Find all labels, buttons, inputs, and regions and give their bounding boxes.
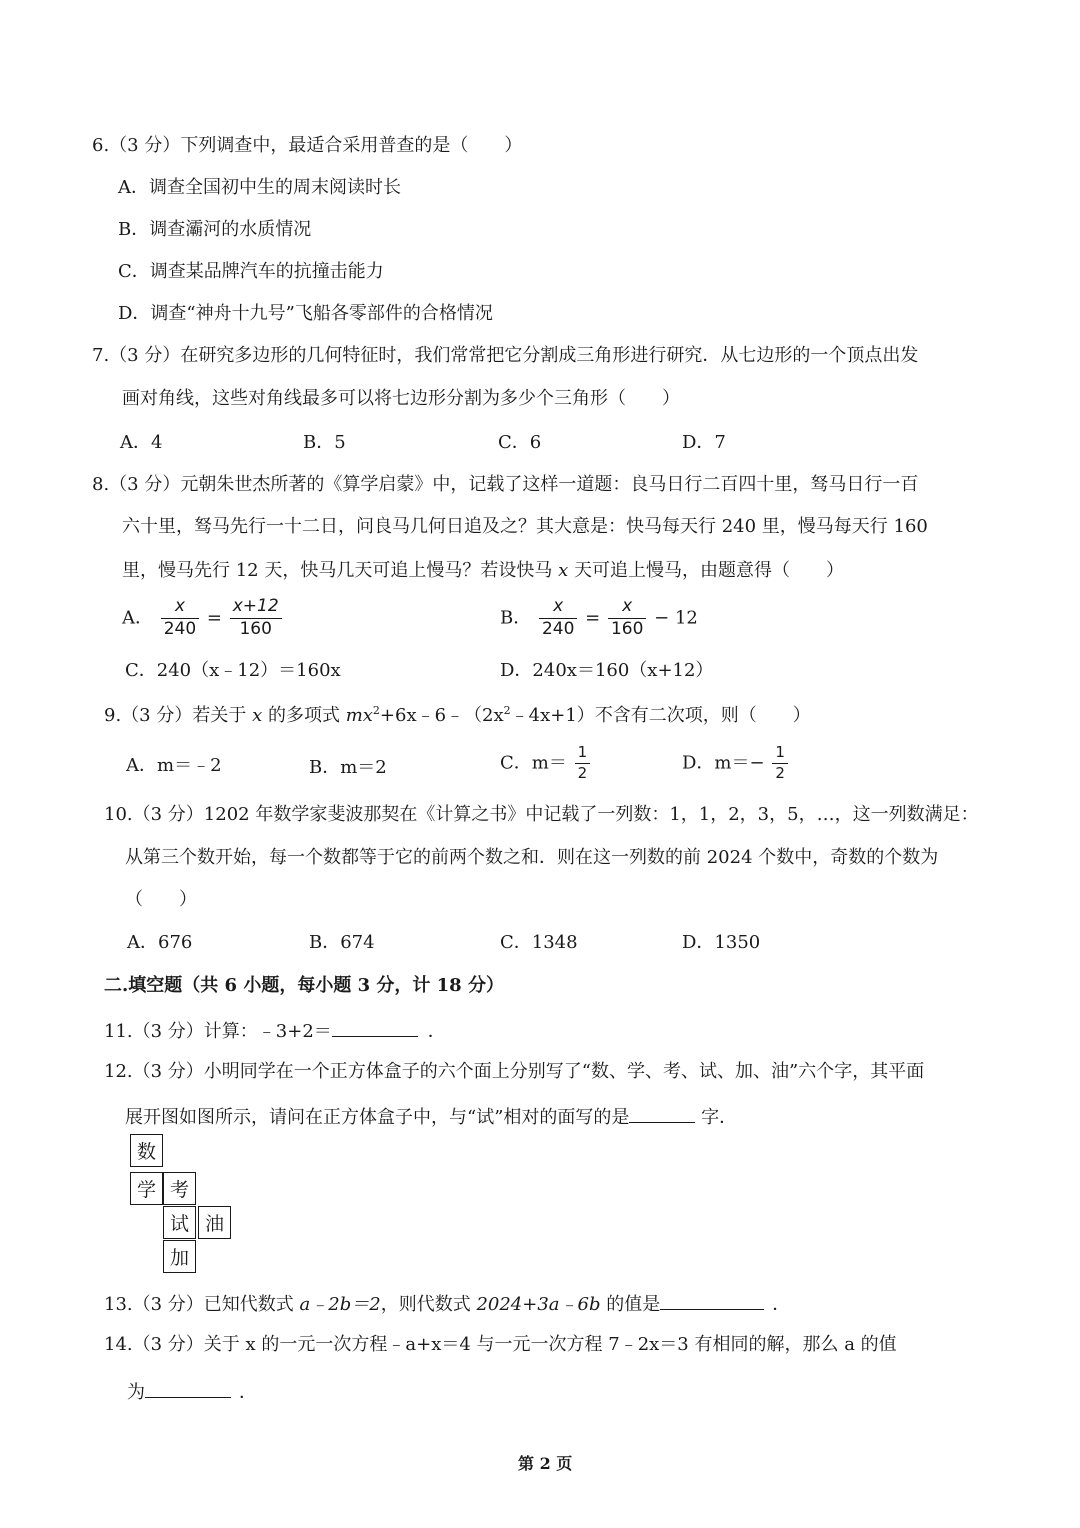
net-cell: 数 (130, 1134, 163, 1167)
q12-line1: 12.（3 分）小明同学在一个正方体盒子的六个面上分别写了“数、学、考、试、加、油”六个字，其平面 (104, 1061, 925, 1082)
q7-option-d: D．7 (682, 432, 726, 453)
q10-line3: （ ） (125, 889, 197, 910)
q14-line1: 14.（3 分）关于 x 的一元一次方程﹣a+x＝4 与一元一次方程 7﹣2x＝3 有相同的解，那么 a 的值 (104, 1334, 897, 1355)
q10-line2: 从第三个数开始，每一个数都等于它的前两个数之和．则在这一列数的前 2024 个数中，奇数的个数为 (125, 847, 939, 868)
q8-option-c: C．240（x﹣12）＝160x (125, 660, 341, 681)
q7-line2: 画对角线，这些对角线最多可以将七边形分割为多少个三角形（ ） (122, 388, 680, 409)
answer-blank (629, 1106, 695, 1123)
q8-option-a: A． $\frac{x}{240}$ = $\frac{x+12}{160}$ (122, 598, 284, 639)
section-heading: 二.填空题（共 6 小题，每小题 3 分，计 18 分） (104, 975, 504, 996)
q8-option-b: B． $\frac{x}{240}$ = $\frac{x}{160}$ − 12 (500, 596, 698, 639)
answer-blank (332, 1020, 418, 1037)
q10-option-d: D．1350 (682, 932, 761, 953)
q9-option-d: D．m＝− $\frac{1}{2}$ (682, 745, 790, 782)
fraction: $\frac{1}{2}$ (772, 745, 788, 782)
q6-option-d: D．调查“神舟十九号”飞船各零部件的合格情况 (118, 303, 493, 324)
fraction: $\frac{1}{2}$ (575, 745, 591, 782)
q9-option-a: A．m＝﹣2 (126, 755, 222, 776)
q7-option-b: B．5 (303, 432, 346, 453)
q6-option-b: B．调查灞河的水质情况 (118, 219, 312, 240)
q11: 11.（3 分）计算：﹣3+2＝ ． (104, 1021, 446, 1042)
q9-stem: 9.（3 分）若关于 x 的多项式 $mx^2+6x﹣6﹣(2x^2﹣4x+1)$不含有二次项，则（ ） (104, 704, 811, 726)
net-cell: 考 (163, 1172, 196, 1205)
q6-stem: 6.（3 分）下列调查中，最适合采用普查的是（ ） (92, 135, 523, 156)
q6-option-c: C．调查某品牌汽车的抗撞击能力 (118, 261, 384, 282)
q7-line1: 7.（3 分）在研究多边形的几何特征时，我们常常把它分割成三角形进行研究．从七边形的一个顶点出发 (92, 345, 919, 366)
net-cell: 油 (198, 1206, 231, 1239)
q10-option-c: C．1348 (500, 932, 578, 953)
q12-line2: 展开图如图所示，请问在正方体盒子中，与“试”相对的面写的是 字． (125, 1107, 738, 1128)
answer-blank (145, 1381, 231, 1398)
q9-option-b: B．m＝2 (309, 757, 387, 778)
q8-line1: 8.（3 分）元朝朱世杰所著的《算学启蒙》中，记载了这样一道题：良马日行二百四十里，驽马日行一百 (92, 474, 919, 495)
q8-line3: 里，慢马先行 12 天，快马几天可追上慢马？若设快马 x 天可追上慢马，由题意得（ ） (122, 560, 844, 581)
q14-line2: 为 ． (127, 1382, 257, 1403)
q13: 13.（3 分）已知代数式 a﹣2b＝2，则代数式 2024+3a﹣6b 的值是 ． (104, 1294, 791, 1315)
q7-option-a: A．4 (120, 432, 163, 453)
net-cell: 加 (163, 1240, 196, 1273)
net-cell: 学 (130, 1172, 163, 1205)
fraction: $\frac{x}{240}$ (161, 598, 199, 639)
q6-option-a: A．调查全国初中生的周末阅读时长 (118, 177, 401, 198)
fraction: $\frac{x}{160}$ (608, 598, 646, 639)
q9-option-c: C．m＝ $\frac{1}{2}$ (500, 745, 592, 782)
q10-option-b: B．674 (309, 932, 375, 953)
q10-line1: 10.（3 分）1202 年数学家斐波那契在《计算之书》中记载了一列数：1，1，2，3，5，…，这一列数满足： (104, 804, 979, 825)
q8-line2: 六十里，驽马先行一十二日，问良马几何日追及之？其大意是：快马每天行 240 里，慢马每天行 160 (122, 516, 928, 537)
q10-option-a: A．676 (127, 932, 193, 953)
q8-option-d: D．240x＝160（x+12） (500, 660, 714, 681)
net-cell: 试 (163, 1206, 196, 1239)
answer-blank (660, 1293, 764, 1310)
fraction: $\frac{x}{240}$ (539, 598, 577, 639)
q7-option-c: C．6 (498, 432, 542, 453)
page-number: 第 2 页 (518, 1454, 573, 1473)
fraction: $\frac{x+12}{160}$ (230, 598, 282, 639)
